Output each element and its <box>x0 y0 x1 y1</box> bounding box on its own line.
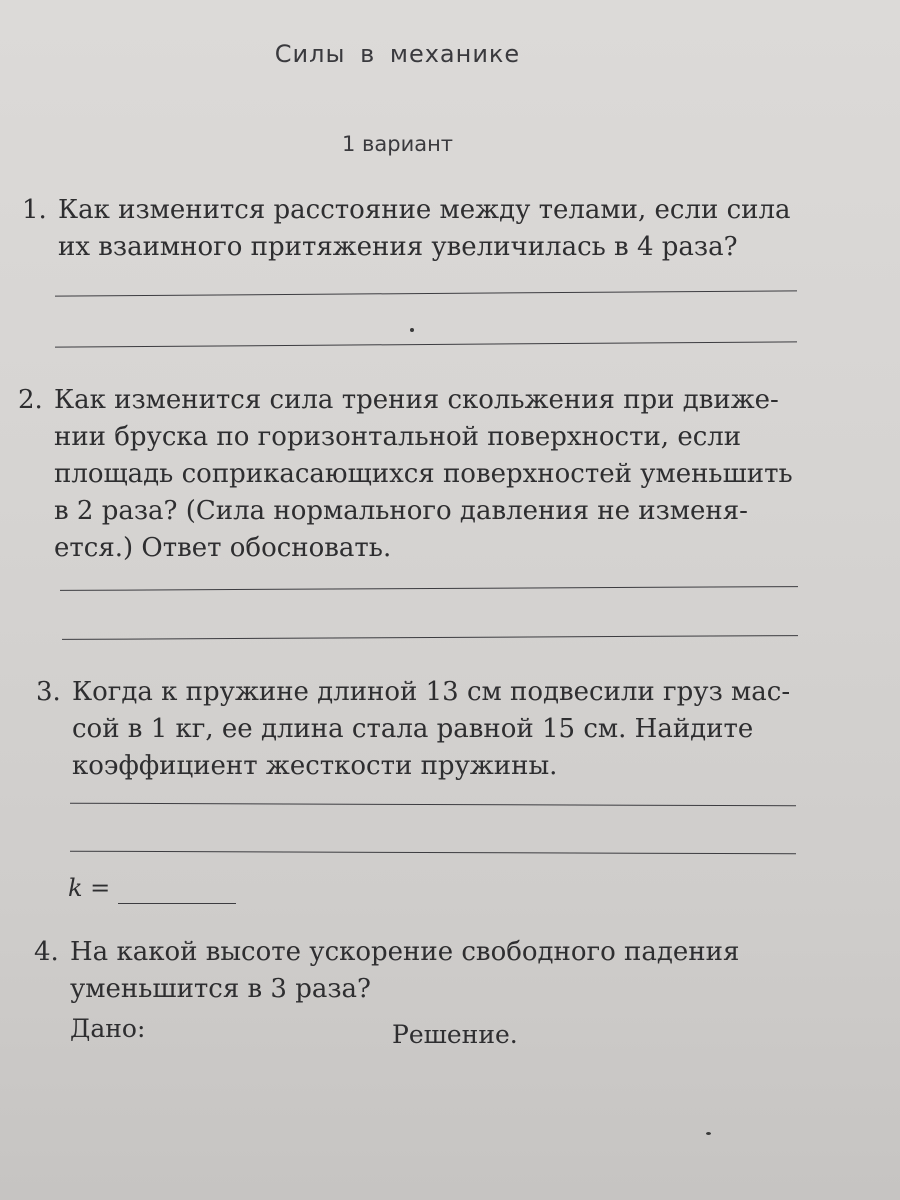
question-text-line: коэффициент жесткости пружины. <box>72 751 558 781</box>
question-1 <box>22 192 802 266</box>
solution-label: Решение. <box>392 1020 518 1049</box>
answer-line[interactable] <box>55 290 797 296</box>
question-text-line: ется.) Ответ обосновать. <box>54 533 392 563</box>
question-text-line: Когда к пружине длиной 13 см подвесили груз мас- <box>72 677 791 707</box>
paper-speck <box>410 328 414 332</box>
variant-label: 1 вариант <box>341 132 454 156</box>
answer-line[interactable] <box>70 803 796 807</box>
k-answer-line[interactable] <box>118 903 236 904</box>
question-number: 2. <box>18 385 43 415</box>
question-number: 1. <box>22 195 47 225</box>
paper-speck <box>706 1132 711 1135</box>
answer-line[interactable] <box>70 851 796 855</box>
question-text-line: их взаимного притяжения увеличилась в 4 раза? <box>58 232 738 262</box>
question-text-line: площадь соприкасающихся поверхностей уменьшить <box>54 459 793 489</box>
question-text-line: уменьшится в 3 раза? <box>70 974 371 1004</box>
question-2 <box>18 382 808 567</box>
answer-line[interactable] <box>55 341 797 347</box>
question-text-line: На какой высоте ускорение свободного падения <box>70 937 740 967</box>
question-number: 4. <box>34 937 59 967</box>
question-text-line: Как изменится сила трения скольжения при движе- <box>54 385 779 415</box>
question-3 <box>36 674 806 785</box>
question-text-line: Как изменится расстояние между телами, если сила <box>58 195 791 225</box>
answer-line[interactable] <box>60 586 798 591</box>
k-answer-label: k = <box>68 874 111 902</box>
answer-line[interactable] <box>62 635 798 640</box>
question-text-line: нии бруска по горизонтальной поверхности, если <box>54 422 742 452</box>
given-label: Дано: <box>70 1014 146 1043</box>
question-4 <box>34 934 804 1008</box>
question-text-line: сой в 1 кг, ее длина стала равной 15 см. Найдите <box>72 714 754 744</box>
question-text-line: в 2 раза? (Сила нормального давления не изменя- <box>54 496 748 526</box>
worksheet-title: Силы в механике <box>274 40 521 68</box>
question-number: 3. <box>36 677 61 707</box>
